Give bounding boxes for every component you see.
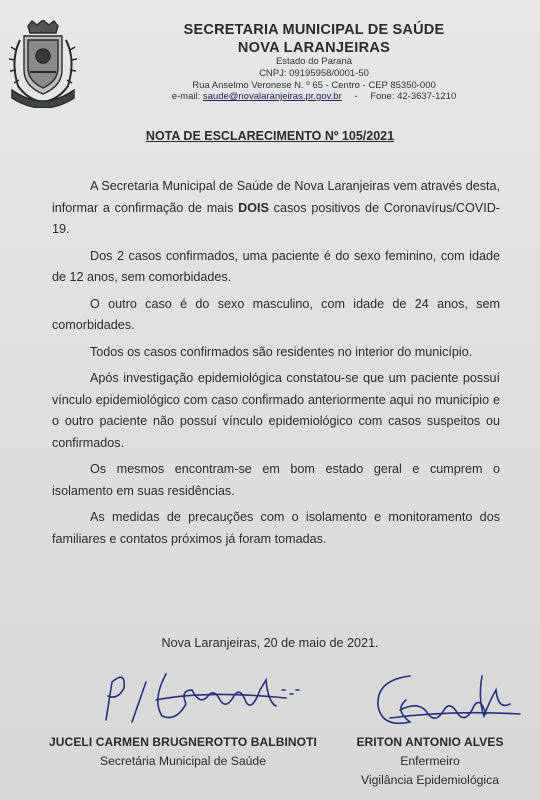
document-body xyxy=(52,176,500,555)
header-address: Rua Anselmo Veronese N. º 65 - Centro - CEP 85350-000 xyxy=(192,80,436,91)
municipal-coat-of-arms-icon xyxy=(6,20,80,108)
paragraph-5: Após investigação epidemiológica constatou-se que um paciente possuí vínculo epidemiológico com caso confirmado anteriormente aqui no município e o outro paciente não possuí vínculo epidemiológico com casos suspeitos ou confirmados. xyxy=(52,371,500,450)
paragraph-1-end: casos positivos de Coronavírus/COVID-19. xyxy=(52,200,500,236)
signature-block-left xyxy=(38,733,328,771)
paragraph-2: Dos 2 casos confirmados, uma paciente é do sexo feminino, com idade de 12 anos, sem comorbidades. xyxy=(52,248,500,284)
signer-role-right: Enfermeiro xyxy=(400,754,460,768)
signer-role-left: Secretária Municipal de Saúde xyxy=(100,754,266,768)
header-phone: Fone: 42-3637-1210 xyxy=(370,91,457,102)
signer-name-left: JUCELI CARMEN BRUGNEROTTO BALBINOTI xyxy=(49,735,317,749)
paragraph-4: Todos os casos confirmados são residentes no interior do município. xyxy=(90,344,473,359)
contact-separator: - xyxy=(354,91,358,102)
header-state: Estado do Paraná xyxy=(275,56,353,67)
paragraph-6: Os mesmos encontram-se em bom estado geral e cumprem o isolamento em suas residências. xyxy=(52,462,500,498)
handwritten-signature-right xyxy=(370,670,530,740)
paragraph-3: O outro caso é do sexo masculino, com idade de 24 anos, sem comorbidades. xyxy=(52,296,500,332)
signer-department-right: Vigilância Epidemiológica xyxy=(361,773,499,787)
paragraph-1 xyxy=(52,176,500,241)
header-cnpj: CNPJ: 09195958/0001-50 xyxy=(259,68,369,79)
dateline: Nova Laranjeiras, 20 de maio de 2021. xyxy=(161,636,379,650)
header-title-secretaria: SECRETARIA MUNICIPAL DE SAÚDE xyxy=(183,22,445,38)
paragraph-7: As medidas de precauções com o isolamento e monitoramento dos familiares e contatos próximos já foram tomadas. xyxy=(52,510,500,546)
document-title: NOTA DE ESCLARECIMENTO Nº 105/2021 xyxy=(145,129,395,143)
paragraph-1-emphasis: DOIS xyxy=(238,200,269,215)
header-title-municipality: NOVA LARANJEIRAS xyxy=(237,40,391,56)
email-link[interactable]: saude@novalaranjeiras.pr.gov.br xyxy=(202,91,342,102)
signature-block-right xyxy=(330,733,530,790)
handwritten-signature-left xyxy=(96,660,306,732)
signer-name-right: ERITON ANTONIO ALVES xyxy=(356,735,504,749)
email-label: e-mail: xyxy=(171,91,201,102)
paragraph-1-start: A Secretaria Municipal de Saúde de Nova Laranjeiras vem através desta, informar a confirmação de mais xyxy=(52,179,500,215)
header-contact-line xyxy=(88,91,540,102)
